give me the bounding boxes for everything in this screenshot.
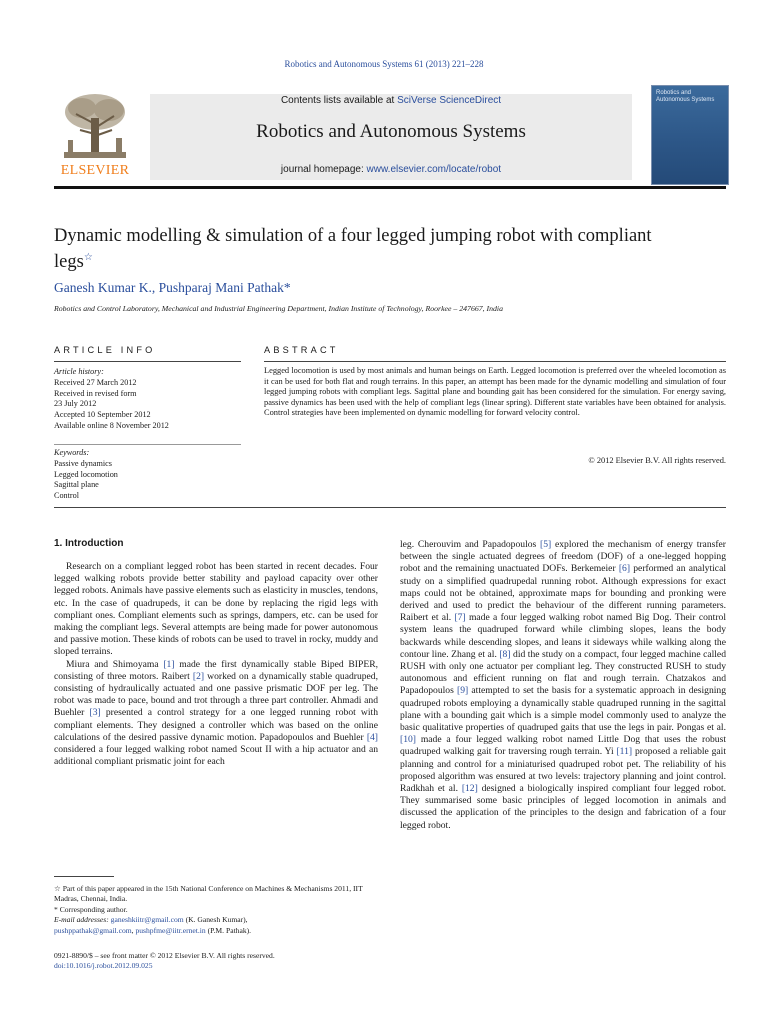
journal-homepage-link[interactable]: www.elsevier.com/locate/robot (366, 164, 502, 175)
history-item: Received 27 March 2012 (54, 377, 137, 387)
abstract-heading: ABSTRACT (264, 345, 339, 355)
divider (264, 361, 726, 362)
keywords-heading: Keywords: (54, 448, 90, 457)
email-link[interactable]: ganeshkiitr@gmail.com (110, 915, 184, 925)
email-link[interactable]: pushppathak@gmail.com (54, 925, 132, 935)
body-column-right (400, 539, 726, 832)
divider (54, 444, 241, 445)
history-heading: Article history: (54, 367, 104, 376)
footnotes (54, 884, 380, 936)
keyword: Passive dynamics (54, 458, 112, 468)
article-info-heading: ARTICLE INFO (54, 345, 156, 355)
keyword: Sagittal plane (54, 480, 99, 490)
abstract-text: Legged locomotion is used by most animals and human beings on Earth. Legged locomotion is preferred over the wheeled locomotion as it can be used for both flat and rough terrains. In this paper, an attempt has been made for the dynamic modelling and simulation of four legged jumping robots with compliant legs. Sagittal plane and bounding gait has been considered for the simulation. For energy saving, passive dynamics has been used with the help of compliant legs (linear spring). Different state variables have been obtained for analysis. Control strategies have been implemented on dynamic modelling for forward velocity control. (264, 366, 726, 418)
doi-link[interactable]: doi:10.1016/j.robot.2012.09.025 (54, 961, 153, 971)
section-heading: 1. Introduction (54, 538, 124, 549)
keyword: Control (54, 491, 80, 501)
journal-cover-image (651, 85, 729, 185)
citation-ref[interactable]: [4] (366, 731, 378, 743)
journal-name: Robotics and Autonomous Systems (256, 121, 526, 142)
journal-citation[interactable]: Robotics and Autonomous Systems 61 (2013) 221–228 (284, 59, 484, 69)
citation-ref[interactable]: [7] (454, 612, 466, 624)
history-item: Available online 8 November 2012 (54, 420, 169, 430)
article-history (54, 367, 244, 432)
author-list[interactable]: Ganesh Kumar K., Pushparaj Mani Pathak* (54, 280, 291, 295)
corresponding-author-mark[interactable]: * (283, 280, 291, 295)
footnote: ☆ Part of this paper appeared in the 15th National Conference on Machines & Mechanisms 2011, IIT Madras, Chennai, India. (54, 884, 363, 904)
citation-ref[interactable]: [11] (616, 746, 633, 758)
history-item: 23 July 2012 (54, 399, 97, 409)
email-link[interactable]: pushpfme@iitr.ernet.in (135, 925, 206, 935)
sciencedirect-link[interactable]: SciVerse ScienceDirect (397, 95, 502, 106)
affiliation: Robotics and Control Laboratory, Mechanical and Industrial Engineering Department, Indian Institute of Technology, Roorkee – 247667, India (54, 304, 504, 313)
citation-ref[interactable]: [1] (163, 658, 175, 670)
footnote: * Corresponding author. (54, 904, 128, 914)
header-divider (54, 186, 726, 189)
abstract-copyright: © 2012 Elsevier B.V. All rights reserved. (588, 456, 726, 465)
homepage-line: journal homepage: www.elsevier.com/locate/robot (280, 164, 502, 175)
email-footnote: pushppathak@gmail.com, pushpfme@iitr.ernet.in (P.M. Pathak). (54, 925, 252, 935)
citation-ref[interactable]: [8] (499, 648, 511, 660)
issn-line: 0921-8890/$ – see front matter © 2012 Elsevier B.V. All rights reserved. doi:10.1016/j.robot.2012.09.025 (54, 951, 384, 972)
history-item: Accepted 10 September 2012 (54, 410, 151, 420)
article-title: Dynamic modelling & simulation of a four legged jumping robot with compliant legs☆ (54, 226, 652, 273)
title-footnote-mark[interactable]: ☆ (83, 252, 93, 263)
citation-ref[interactable]: [6] (618, 563, 631, 575)
citation-ref[interactable]: [3] (89, 707, 101, 719)
cover-title: Robotics and Autonomous Systems (656, 90, 715, 103)
keywords (54, 448, 244, 502)
history-item: Received in revised form (54, 388, 137, 398)
keyword: Legged locomotion (54, 469, 118, 479)
divider (54, 507, 726, 508)
citation-ref[interactable]: [2] (192, 670, 205, 682)
citation-ref[interactable]: [9] (457, 685, 469, 697)
body-column-left (54, 561, 378, 768)
citation-ref[interactable]: [5] (540, 539, 552, 550)
citation-ref[interactable]: [12] (461, 783, 478, 795)
paragraph: leg. Cherouvim and Papadopoulos [5] explored the mechanism of energy transfer between the single actuated degrees of freedom (DOF) of a one-legged hopping robot and the remaining unactuated DOFs. Berkemeier [6] performed an analytical study on a simplified quadrupedal running robot. Although expressions for exact maps could not be obtained, approximate maps for bounding and pronking were derived and used to predict the behaviour of the different running parameters. Raibert et al. [7] made a four legged walking robot named Big Dog. Their control system leans the quadruped forward while climbing slopes, leans the body backwards while descending slopes, and leans it sideways while walking along the contour line. Zhang et al. [8] did the study on a compact, four legged machine called RUSH with only one actuator per compliant leg. They constructed RUSH to study autonomous and efficient running on flat and rough terrain. Chatzakos and Papadopoulos [9] attempted to set the basis for a systematic approach in designing quadruped robots employing a dynamically stable quadruped running in the sagittal plane with a bounding gait which is a simple model commonly used to analyze the basic qualitative properties of quadruped gaits that use the legs in pair. Pongas et al. [10] made a four legged walking robot named Little Dog that uses the robust quadruped walking gait for traversing rough terrain. Yi [11] proposed a reliable gait planning and control for a miniaturised quadruped robot pet. The reliability of his proposed algorithm was ensured at two levels: trajectory planning and joint control. Radkhah et al. [12] designed a biologically inspired compliant four legged robot. They summarised some basic principles of legged locomotion in animals and discussed the application of the principles to the design and fabrication of a four legged robot. (400, 539, 727, 831)
divider (54, 361, 241, 362)
publisher-wordmark: ELSEVIER (60, 163, 130, 178)
footnote-divider (54, 876, 114, 877)
email-footnote: E-mail addresses: ganeshkiitr@gmail.com (K. Ganesh Kumar), (54, 915, 248, 925)
citation-ref[interactable]: [10] (400, 734, 416, 746)
paragraph: Miura and Shimoyama [1] made the first dynamically stable Biped BIPER, consisting of three motors. Raibert [2] worked on a dynamically stable quadruped, consisting of hydraulically actuated and one passive prismatic DOF per leg. The robot was made to pace, bound and trot through a three part controller. Ahmadi and Buehler [3] presented a control strategy for a one legged running robot with compliant elements. They designed a controller which was based on the online calculations of the desired passive dynamic motion. Papadopoulos and Buehler [4] considered a four legged walking robot named Scout II with a hip actuator and an additional compliant prismatic joint for each (54, 658, 378, 768)
paragraph: Research on a compliant legged robot has been started in recent decades. Four legged walking robots provide better stability and payload capacity over other legged robots. Animals have passive elements such as elasticity in muscles, tendons, etc. In the case of quadrupeds, it can be done by replacing the rigid legs with compliant ones. Compliant elements such as springs, dampers, etc. can be used for making the compliant legs. Several attempts are being made for power autonomous and passive motion. These kinds of robots can be used to travel in rocky, muddy and sloped terrains. (54, 561, 378, 658)
contents-line: Contents lists available at SciVerse ScienceDirect (280, 95, 502, 106)
